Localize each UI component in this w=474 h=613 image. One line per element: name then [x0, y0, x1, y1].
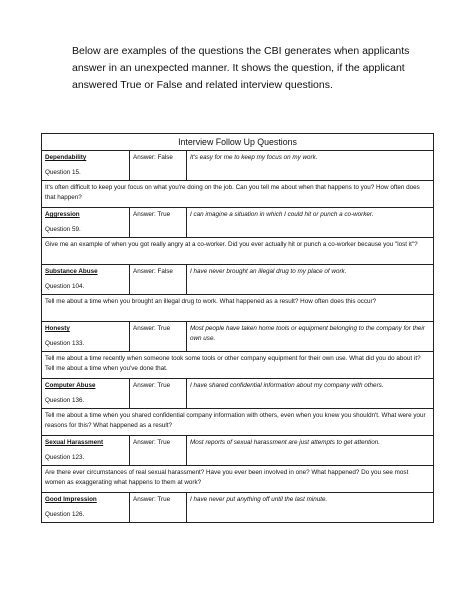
followup-row [42, 238, 434, 265]
statement-cell: I have never brought an illegal drug to my place of work. [187, 265, 434, 295]
statement-cell: I have shared confidential information about my company with others. [187, 379, 434, 409]
table-row [42, 379, 434, 409]
category-label: Computer Abuse [45, 382, 96, 389]
followup-question: Tell me about a time recently when someone took some tools or other company equipment for their own use. What did you do about it? Tell me about a time when you've done that. [42, 352, 434, 379]
category-cell [42, 436, 130, 466]
answer-cell: Answer: True [130, 379, 187, 409]
table-row [42, 436, 434, 466]
followup-question: Give me an example of when you got really angry at a co-worker. Did you ever actually hit or punch a co-worker because you "lost it"? [42, 238, 434, 265]
followup-row [42, 295, 434, 322]
statement-cell: Most reports of sexual harassment are just attempts to get attention. [187, 436, 434, 466]
table-row [42, 208, 434, 238]
table-title-row [42, 134, 434, 151]
category-label: Honesty [45, 325, 70, 332]
category-cell [42, 208, 130, 238]
answer-cell: Answer: True [130, 322, 187, 352]
followup-question: Tell me about a time when you brought an illegal drug to work. What happened as a result? How often does this occur? [42, 295, 434, 322]
category-cell [42, 379, 130, 409]
table-row [42, 151, 434, 181]
question-number: Question 104. [45, 283, 85, 290]
question-number: Question 126. [45, 511, 85, 518]
answer-cell: Answer: False [130, 265, 187, 295]
statement-cell: I have never put anything off until the last minute. [187, 493, 434, 523]
followup-question: It's often difficult to keep your focus on what you're doing on the job. Can you tell me about when that happens to you? How often does that happen? [42, 181, 434, 208]
table-row [42, 322, 434, 352]
answer-cell: Answer: True [130, 436, 187, 466]
table-row [42, 493, 434, 523]
statement-cell: I can imagine a situation in which I could hit or punch a co-worker. [187, 208, 434, 238]
answer-cell: Answer: True [130, 493, 187, 523]
followup-question: Are there ever circumstances of real sexual harassment? Have you ever been involved in one? What happened? Do you see most women as exaggerating what happens to them at work? [42, 466, 434, 493]
question-number: Question 136. [45, 397, 85, 404]
interview-followup-table [41, 133, 434, 523]
statement-cell: It's easy for me to keep my focus on my work. [187, 151, 434, 181]
category-label: Aggression [45, 211, 80, 218]
statement-cell: Most people have taken home tools or equipment belonging to the company for their own use. [187, 322, 434, 352]
answer-cell: Answer: False [130, 151, 187, 181]
category-cell [42, 265, 130, 295]
category-label: Sexual Harassment [45, 439, 104, 446]
question-number: Question 59. [45, 226, 81, 233]
category-label: Good Impression [45, 496, 97, 503]
table-title: Interview Follow Up Questions [42, 134, 434, 151]
followup-row [42, 409, 434, 436]
followup-row [42, 352, 434, 379]
question-number: Question 123. [45, 454, 85, 461]
followup-row [42, 181, 434, 208]
question-number: Question 15. [45, 169, 81, 176]
category-cell [42, 151, 130, 181]
answer-cell: Answer: True [130, 208, 187, 238]
category-cell [42, 322, 130, 352]
followup-row [42, 466, 434, 493]
category-label: Substance Abuse [45, 268, 98, 275]
category-label: Dependability [45, 154, 87, 161]
intro-paragraph: Below are examples of the questions the CBI generates when applicants answer in an unexpected manner. It shows the question, if the applicant answered True or False and related interview questions. [72, 45, 410, 91]
table-row [42, 265, 434, 295]
category-cell [42, 493, 130, 523]
question-number: Question 133. [45, 340, 85, 347]
followup-question: Tell me about a time when you shared confidential company information with others, even when you knew you shouldn't. What were your reasons for this? What happened as a result? [42, 409, 434, 436]
